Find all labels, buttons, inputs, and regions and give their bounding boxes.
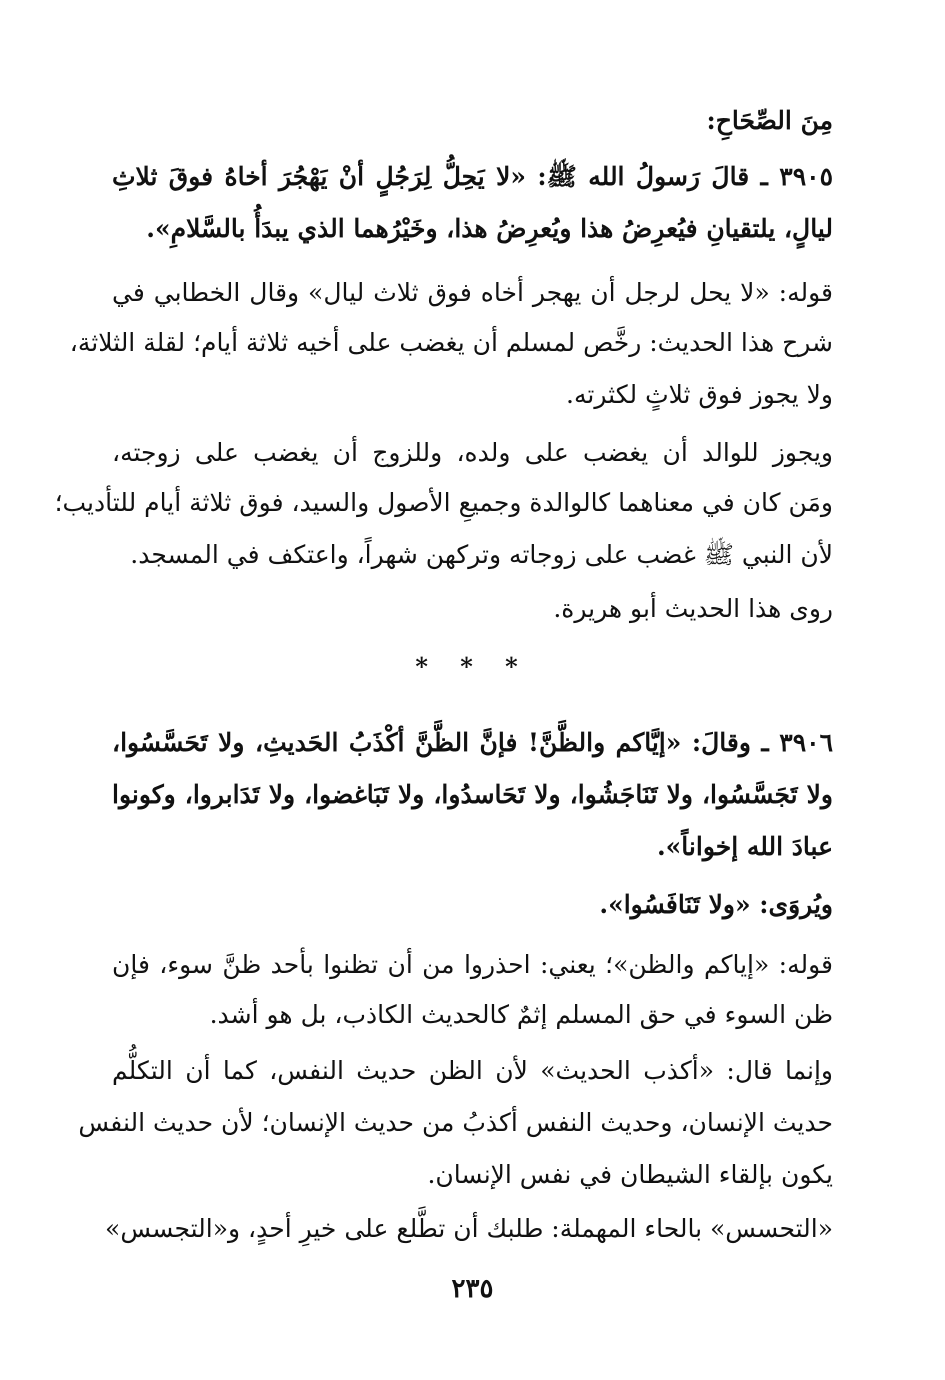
commentary-3906-p3: «التحسس» بالحاء المهملة: طلبك أن تطَّلع على خيرِ أحدٍ، و«التجسس» — [105, 1214, 833, 1243]
commentary-3905-p1-line-1: قوله: «لا يحل لرجل أن يهجر أخاه فوق ثلاث ليال» وقال الخطابي في — [112, 278, 833, 307]
commentary-3905-p3: روى هذا الحديث أبو هريرة. — [553, 594, 833, 623]
hadith-3906-line-1: ٣٩٠٦ ـ وقالَ: «إيَّاكم والظَّنَّ! فإنَّ الظَّنَّ أكْذَبُ الحَديثِ، ولا تَحَسَّسُوا، — [112, 728, 833, 757]
section-heading: مِنَ الصِّحَاحِ: — [706, 106, 833, 135]
commentary-3906-p2-line-3: يكون بإلقاء الشيطان في نفس الإنسان. — [427, 1160, 833, 1189]
commentary-3905-p1-line-3: ولا يجوز فوق ثلاثٍ لكثرته. — [566, 380, 833, 409]
hadith-3905-line-1: ٣٩٠٥ ـ قالَ رَسولُ الله ﷺ: «لا يَحِلُّ لِرَجُلٍ أنْ يَهْجُرَ أخاهُ فوقَ ثلاثِ — [112, 162, 833, 191]
commentary-3906-p2-line-2: حديث الإنسان، وحديث النفس أكذبُ من حديث الإنسان؛ لأن حديث النفس — [78, 1108, 833, 1137]
page-number: ٢٣٥ — [451, 1274, 494, 1304]
commentary-3905-p2-line-1: ويجوز للوالد أن يغضب على ولده، وللزوج أن يغضب على زوجته، — [112, 438, 833, 467]
section-separator: * * * — [415, 652, 530, 681]
commentary-3906-p2-line-1: وإنما قال: «أكذب الحديث» لأن الظن حديث النفس، كما أن التكلُّم — [112, 1056, 833, 1085]
hadith-3906-variant: ويُروَى: «ولا تَنَافَسُوا». — [599, 890, 833, 919]
commentary-3906-p1-line-1: قوله: «إياكم والظن»؛ يعني: احذروا من أن تظنوا بأحد ظنَّ سوء، فإن — [112, 950, 833, 979]
commentary-3905-p2-line-3: لأن النبي ﷺ غضب على زوجاته وتركهن شهراً، واعتكف في المسجد. — [130, 540, 833, 569]
commentary-3905-p2-line-2: ومَن كان في معناهما كالوالدة وجميعِ الأصول والسيد، فوق ثلاثة أيام للتأديب؛ — [54, 488, 833, 517]
commentary-3906-p1-line-2: ظن السوء في حق المسلم إثمٌ كالحديث الكاذب، بل هو أشد. — [209, 1000, 833, 1029]
hadith-3906-line-3: عبادَ الله إخواناً». — [656, 832, 833, 861]
hadith-3905-line-2: ليالٍ، يلتقيانِ فيُعرِضُ هذا ويُعرِضُ هذا، وخَيْرُهما الذي يبدَأُ بالسَّلامِ». — [146, 214, 833, 243]
hadith-3906-line-2: ولا تَجَسَّسُوا، ولا تَنَاجَشُوا، ولا تَحَاسدُوا، ولا تَبَاغضوا، ولا تَدَابروا، وكونوا — [112, 780, 833, 809]
commentary-3905-p1-line-2: شرح هذا الحديث: رخَّص لمسلم أن يغضب على أخيه ثلاثة أيام؛ لقلة الثلاثة، — [69, 328, 833, 357]
